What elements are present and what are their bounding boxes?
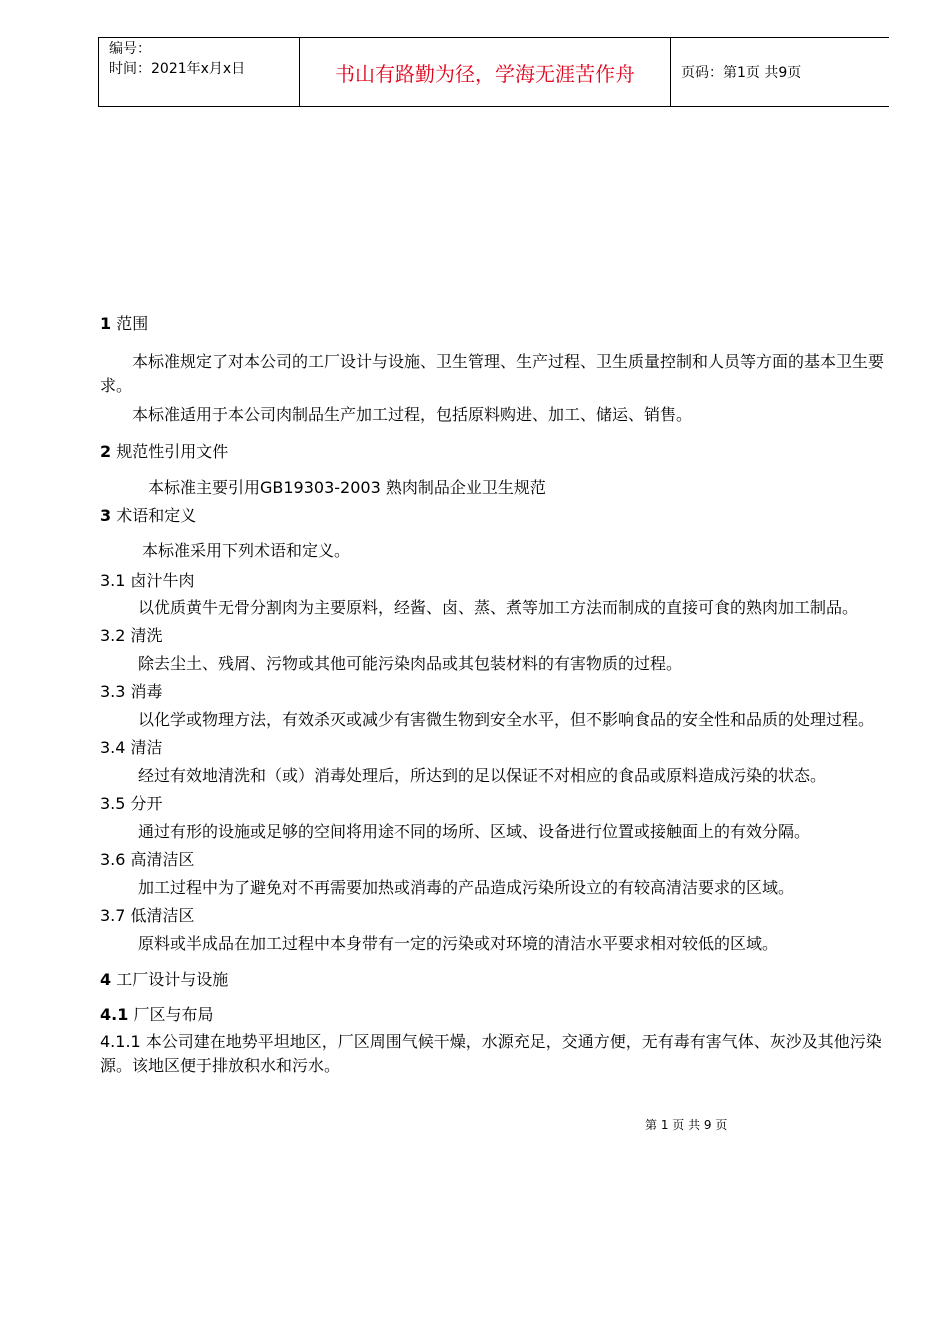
code-label: 编号： [109, 41, 151, 57]
section-number: 3 [100, 506, 112, 525]
term-definition: 除去尘土、残屑、污物或其他可能污染肉品或其包装材料的有害物质的过程。 [138, 654, 683, 673]
term-3-3: 3.3 消毒 [100, 682, 163, 701]
term-3-1: 3.1 卤汁牛肉 [100, 571, 195, 590]
section-title: 范围 [116, 314, 149, 333]
section-number: 4 [100, 970, 112, 989]
section-4-heading [100, 968, 900, 992]
section-title: 规范性引用文件 [116, 442, 229, 461]
term-3-7: 3.7 低清洁区 [100, 906, 195, 925]
term-definition: 加工过程中为了避免对不再需要加热或消毒的产品造成污染所设立的有较高清洁要求的区域。 [138, 878, 795, 897]
term-3-5: 3.5 分开 [100, 794, 163, 813]
header-motto: 书山有路勤为径，学海无涯苦作舟 [300, 38, 671, 106]
paragraph: 本标准主要引用GB19303-2003 熟肉制品企业卫生规范 [148, 478, 546, 497]
document-body [100, 312, 900, 1078]
term-definition: 经过有效地清洗和（或）消毒处理后，所达到的足以保证不对相应的食品或原料造成污染的状态。 [138, 766, 827, 785]
header-page-info: 页码：第1页 共9页 [681, 65, 802, 81]
term-definition: 以化学或物理方法，有效杀灭或减少有害微生物到安全水平，但不影响食品的安全性和品质的处理过程。 [138, 710, 875, 729]
page-number: 第 1 页 共 9 页 [645, 1118, 728, 1132]
term-definition: 通过有形的设施或足够的空间将用途不同的场所、区域、设备进行位置或接触面上的有效分隔。 [138, 822, 811, 841]
section-title: 术语和定义 [116, 506, 197, 525]
section-number: 1 [100, 314, 112, 333]
header-meta [99, 38, 300, 106]
term-definition: 以优质黄牛无骨分割肉为主要原料，经酱、卤、蒸、煮等加工方法而制成的直接可食的熟肉加工制品。 [138, 598, 859, 617]
time-label: 时间：2021年x月x日 [109, 61, 246, 77]
page-header [98, 37, 889, 107]
section-title: 工厂设计与设施 [116, 970, 229, 989]
paragraph: 本标准适用于本公司肉制品生产加工过程，包括原料购进、加工、储运、销售。 [132, 405, 693, 424]
clause-4-1-1: 4.1.1 本公司建在地势平坦地区，厂区周围气候干燥，水源充足，交通方便，无有毒有害气体、灰沙及其他污染源。该地区便于排放积水和污水。 [100, 1032, 882, 1075]
term-3-6: 3.6 高清洁区 [100, 850, 195, 869]
term-3-2: 3.2 清洗 [100, 626, 163, 645]
term-3-4: 3.4 清洁 [100, 738, 163, 757]
section-title: 厂区与布局 [133, 1005, 214, 1024]
section-4-1-heading [100, 1003, 900, 1027]
section-number: 4.1 [100, 1005, 129, 1024]
section-3-heading [100, 504, 900, 528]
paragraph: 本标准规定了对本公司的工厂设计与设施、卫生管理、生产过程、卫生质量控制和人员等方面的基本卫生要求。 [100, 352, 885, 395]
paragraph: 本标准采用下列术语和定义。 [142, 541, 351, 560]
term-definition: 原料或半成品在加工过程中本身带有一定的污染或对环境的清洁水平要求相对较低的区域。 [138, 934, 779, 953]
section-2-heading [100, 440, 900, 464]
section-number: 2 [100, 442, 112, 461]
section-1-heading [100, 312, 900, 336]
